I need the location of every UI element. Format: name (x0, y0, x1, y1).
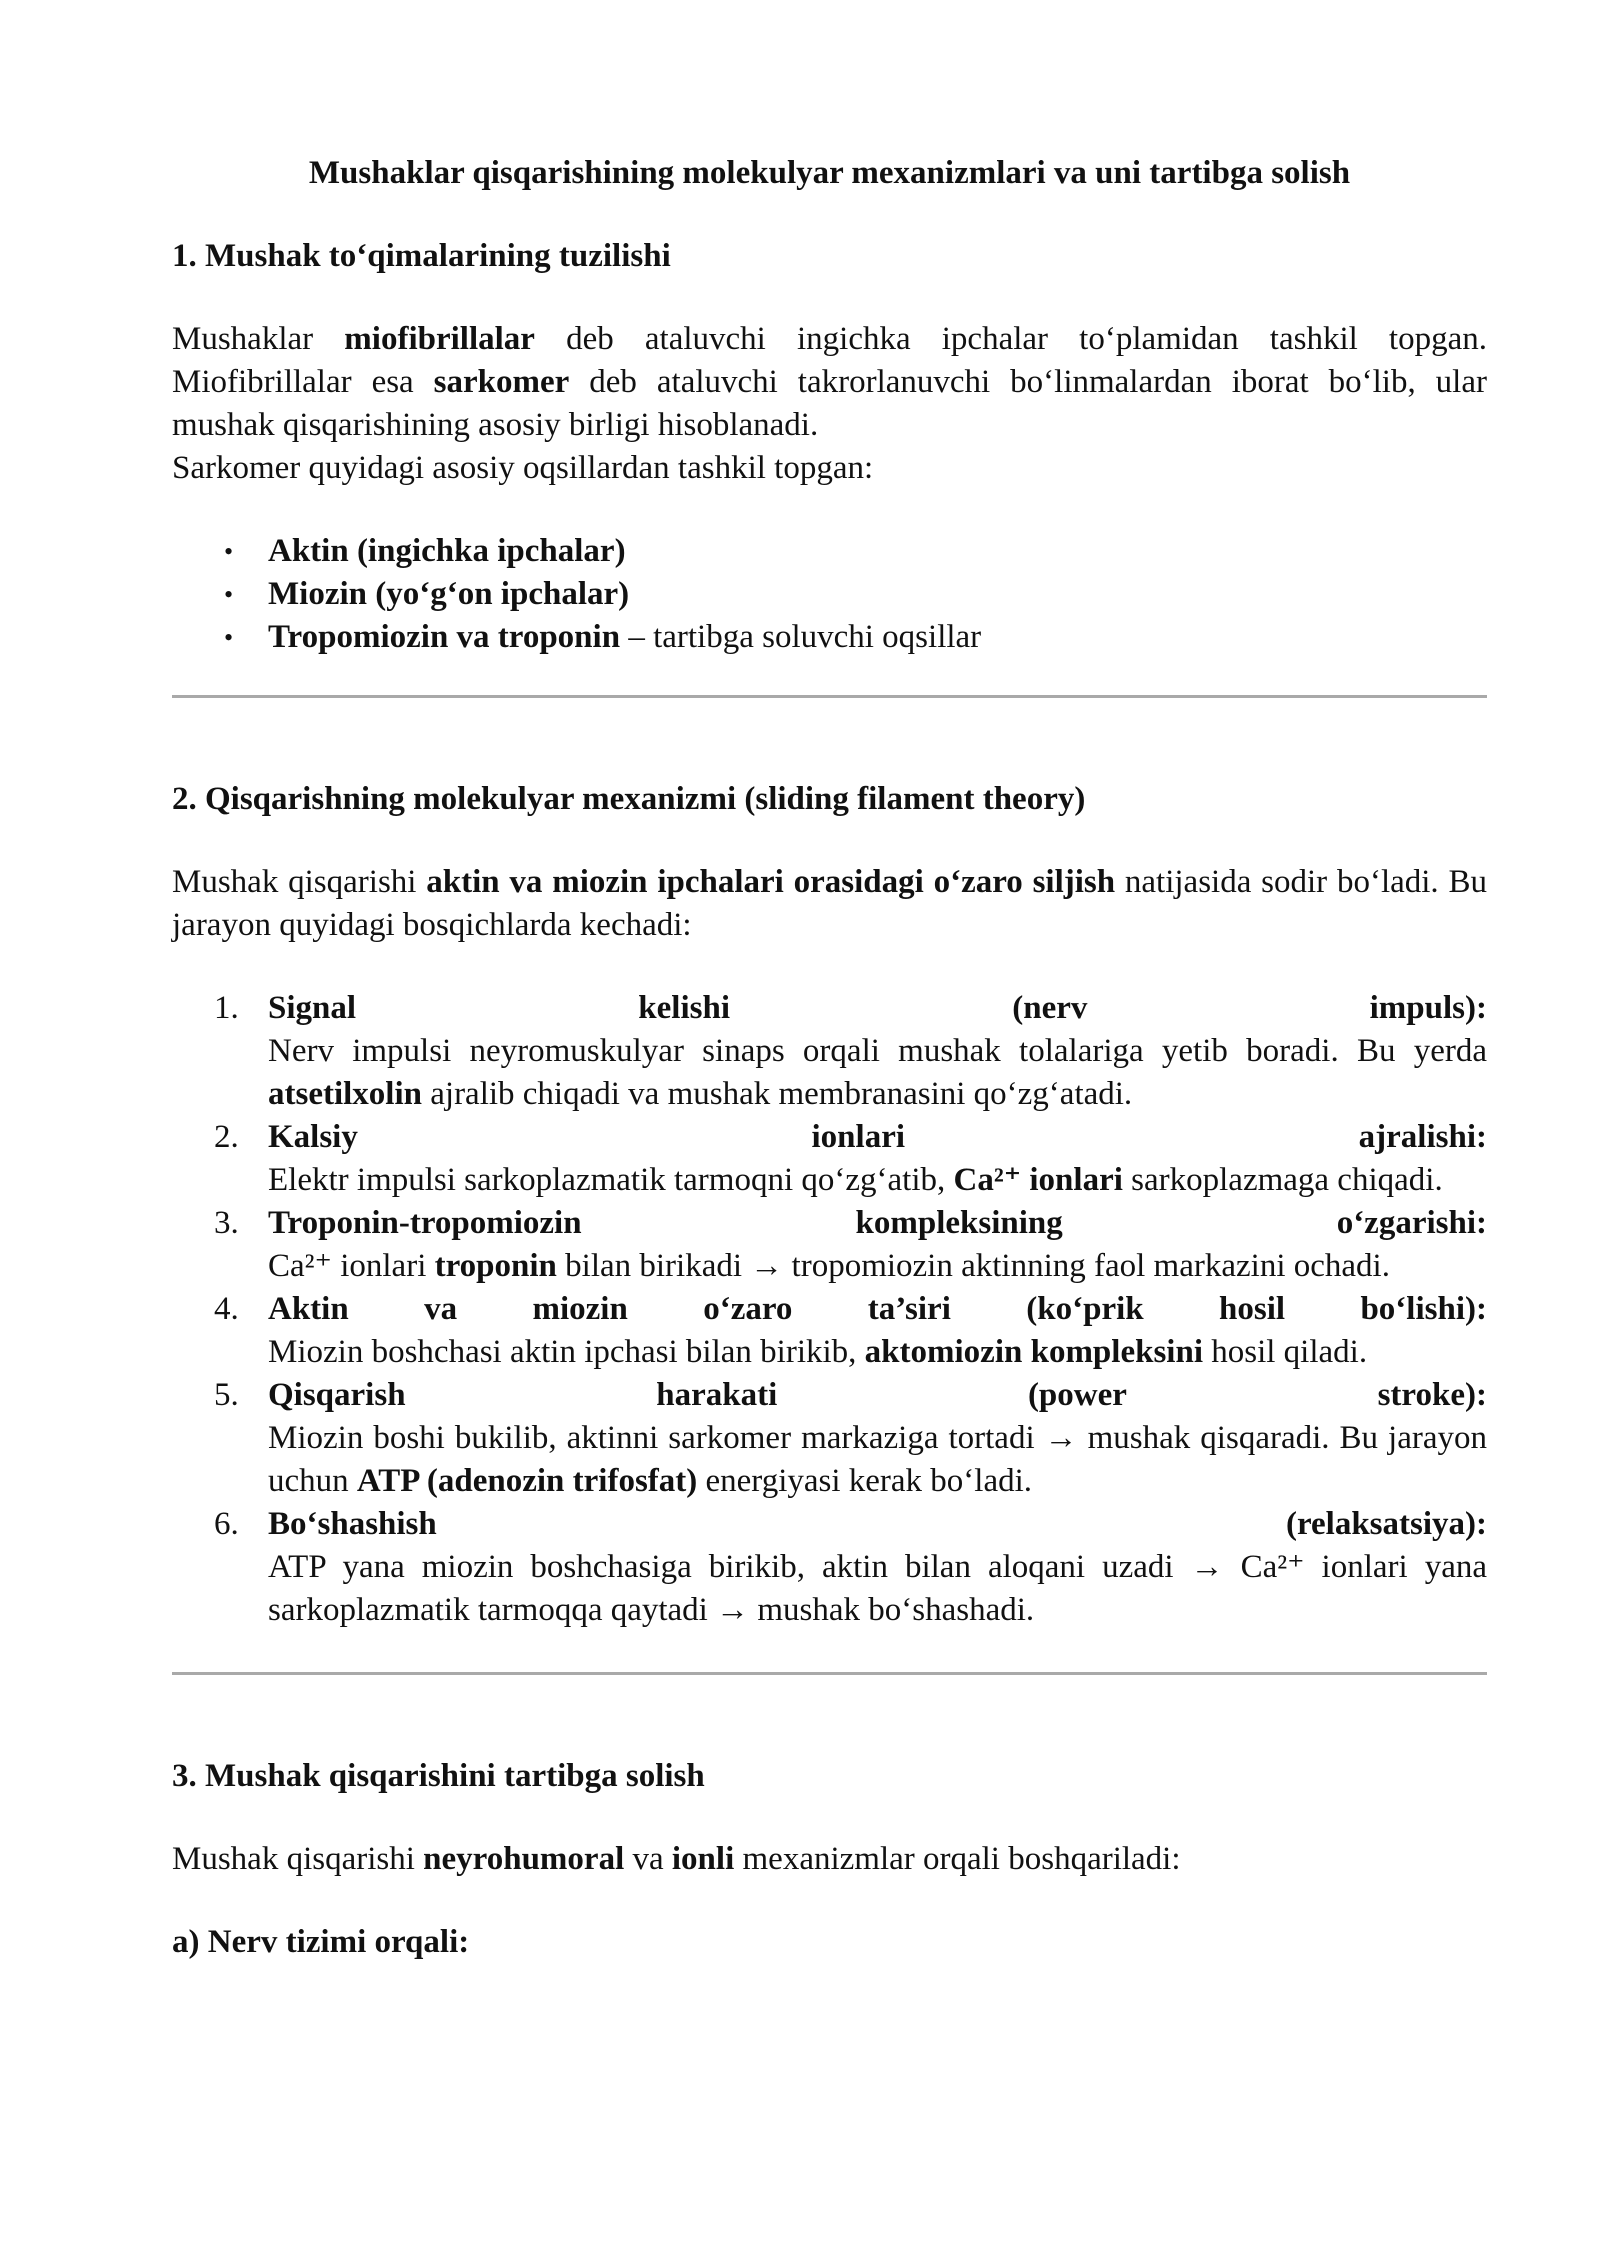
list-item (268, 530, 1487, 573)
step-title (268, 1503, 1487, 1546)
text-run: Mushak qisqarishi (172, 1841, 424, 1877)
list-item (268, 573, 1487, 616)
text-run: Ca²⁺ ionlari (268, 1248, 435, 1284)
step-description (268, 1030, 1487, 1116)
section-3-paragraph (172, 1838, 1487, 1881)
text-run: sarkoplazmaga chiqadi. (1122, 1162, 1443, 1198)
section-1-paragraph (172, 318, 1487, 490)
subsection-a-heading: a) Nerv tizimi orqali: (172, 1924, 470, 1960)
bold-term-neyrohumoral: neyrohumoral (423, 1841, 625, 1877)
step-title-word: (power (1027, 1377, 1127, 1413)
step-number: 1. (214, 990, 239, 1026)
step-title (268, 1116, 1487, 1159)
text-run: Mushak qisqarishi (172, 864, 427, 900)
step-title (268, 1374, 1487, 1417)
text-run: energiyasi kerak bo‘ladi. (697, 1463, 1033, 1499)
step-title-word: harakati (656, 1377, 778, 1413)
step-title (268, 1202, 1487, 1245)
text-run: deb ataluvchi takrorlanuvchi bo‘linmalardan iborat bo‘lib, ular mushak qisqarishining asosiy birligi hisoblanadi. (172, 364, 1487, 443)
text-run: deb ataluvchi ingichka ipchalar to‘plamidan tashkil topgan. Miofibrillalar esa (172, 321, 1487, 400)
text-run: natijasida sodir bo‘ladi. Bu jarayon quyidagi bosqichlarda kechadi: (172, 864, 1487, 943)
document-page (172, 152, 1487, 2004)
step-description (268, 1331, 1487, 1374)
step-title-word: ta’siri (867, 1291, 951, 1327)
text-run: bilan birikadi → tropomiozin aktinning faol markazini ochadi. (556, 1248, 1390, 1284)
bold-term: aktomiozin kompleksini (864, 1334, 1203, 1370)
step-title-word: ajralishi: (1358, 1119, 1487, 1155)
text-run: ajralib chiqadi va mushak membranasini qo‘zg‘atadi. (422, 1076, 1133, 1112)
list-item (268, 616, 1487, 659)
step-title-word: ionlari (811, 1119, 906, 1155)
step-title-word: (ko‘prik (1026, 1291, 1144, 1327)
bold-term-siljish: aktin va miozin ipchalari orasidagi o‘zaro siljish (426, 864, 1116, 900)
step-item (214, 1288, 1487, 1374)
step-title-word: Qisqarish (268, 1377, 406, 1413)
section-2-paragraph (172, 861, 1487, 947)
step-number: 4. (214, 1291, 239, 1327)
step-title-word: (nerv (1012, 990, 1088, 1026)
section-1-heading: 1. Mushak to‘qimalarining tuzilishi (172, 238, 671, 274)
step-title (268, 1288, 1487, 1331)
step-number: 3. (214, 1205, 239, 1241)
section-divider (172, 1672, 1487, 1675)
text-run: va (624, 1841, 672, 1877)
text-run: ATP yana miozin boshchasiga birikib, aktin bilan aloqani uzadi → Ca²⁺ ionlari yana sarkoplazmatik tarmoqqa qaytadi → mushak bo‘shashadi. (268, 1549, 1487, 1628)
step-title-word: Troponin-tropomiozin (268, 1205, 582, 1241)
list-item-text: – tartibga soluvchi oqsillar (620, 619, 982, 655)
text-run: Miozin boshchasi aktin ipchasi bilan birikib, (268, 1334, 865, 1370)
step-title-word: Signal (268, 990, 357, 1026)
step-number: 2. (214, 1119, 239, 1155)
step-title-word: stroke): (1377, 1377, 1487, 1413)
section-2-heading: 2. Qisqarishning molekulyar mexanizmi (sliding filament theory) (172, 781, 1086, 817)
step-description (268, 1159, 1487, 1202)
step-item (214, 1503, 1487, 1632)
step-number: 6. (214, 1506, 239, 1542)
step-description (268, 1417, 1487, 1503)
bold-term-ionli: ionli (671, 1841, 735, 1877)
step-item (214, 987, 1487, 1116)
bold-term: Ca²⁺ ionlari (953, 1162, 1123, 1198)
text-run: Miozin boshi bukilib, aktinni sarkomer markaziga tortadi → mushak qisqaradi. Bu jarayon uchun (268, 1420, 1487, 1499)
step-title-word: kompleksining (855, 1205, 1063, 1241)
step-title-word: o‘zgarishi: (1336, 1205, 1487, 1241)
step-title (268, 987, 1487, 1030)
section-3-heading: 3. Mushak qisqarishini tartibga solish (172, 1758, 705, 1794)
text-run: mexanizmlar orqali boshqariladi: (734, 1841, 1181, 1877)
step-title-word: kelishi (638, 990, 730, 1026)
step-description (268, 1546, 1487, 1632)
step-item (214, 1116, 1487, 1202)
bold-term: ATP (adenozin trifosfat) (356, 1463, 698, 1499)
step-number: 5. (214, 1377, 239, 1413)
step-title-word: Kalsiy (268, 1119, 358, 1155)
bold-term-miofibrillalar: miofibrillalar (344, 321, 535, 357)
step-description (268, 1245, 1487, 1288)
step-title-word: miozin (532, 1291, 628, 1327)
text-run: Sarkomer quyidagi asosiy oqsillardan tashkil topgan: (172, 450, 874, 486)
section-divider (172, 695, 1487, 698)
step-title-word: o‘zaro (703, 1291, 793, 1327)
text-run: hosil qiladi. (1203, 1334, 1368, 1370)
bold-term-sarkomer: sarkomer (433, 364, 570, 400)
list-item-bold: Tropomiozin va troponin (268, 619, 621, 655)
list-item-bold: Miozin (yo‘g‘on ipchalar) (268, 576, 630, 612)
step-item (214, 1202, 1487, 1288)
step-title-word: va (424, 1291, 458, 1327)
bold-term: atsetilxolin (268, 1076, 422, 1112)
step-title-word: Aktin (268, 1291, 349, 1327)
text-run: Nerv impulsi neyromuskulyar sinaps orqali mushak tolalariga yetib boradi. Bu yerda (268, 1033, 1487, 1069)
protein-list (172, 530, 1487, 659)
text-run: Elektr impulsi sarkoplazmatik tarmoqni qo‘zg‘atib, (268, 1162, 954, 1198)
list-item-bold: Aktin (ingichka ipchalar) (268, 533, 626, 569)
document-title: Mushaklar qisqarishining molekulyar mexanizmlari va uni tartibga solish (308, 155, 1351, 191)
mechanism-steps (172, 987, 1487, 1632)
step-title-word: bo‘lishi): (1360, 1291, 1487, 1327)
bold-term: troponin (434, 1248, 557, 1284)
step-item (214, 1374, 1487, 1503)
step-title-word: hosil (1219, 1291, 1286, 1327)
step-title-word: impuls): (1369, 990, 1487, 1026)
step-title-word: Bo‘shashish (268, 1506, 437, 1542)
text-run: Mushaklar (172, 321, 345, 357)
step-title-word: (relaksatsiya): (1285, 1506, 1487, 1542)
